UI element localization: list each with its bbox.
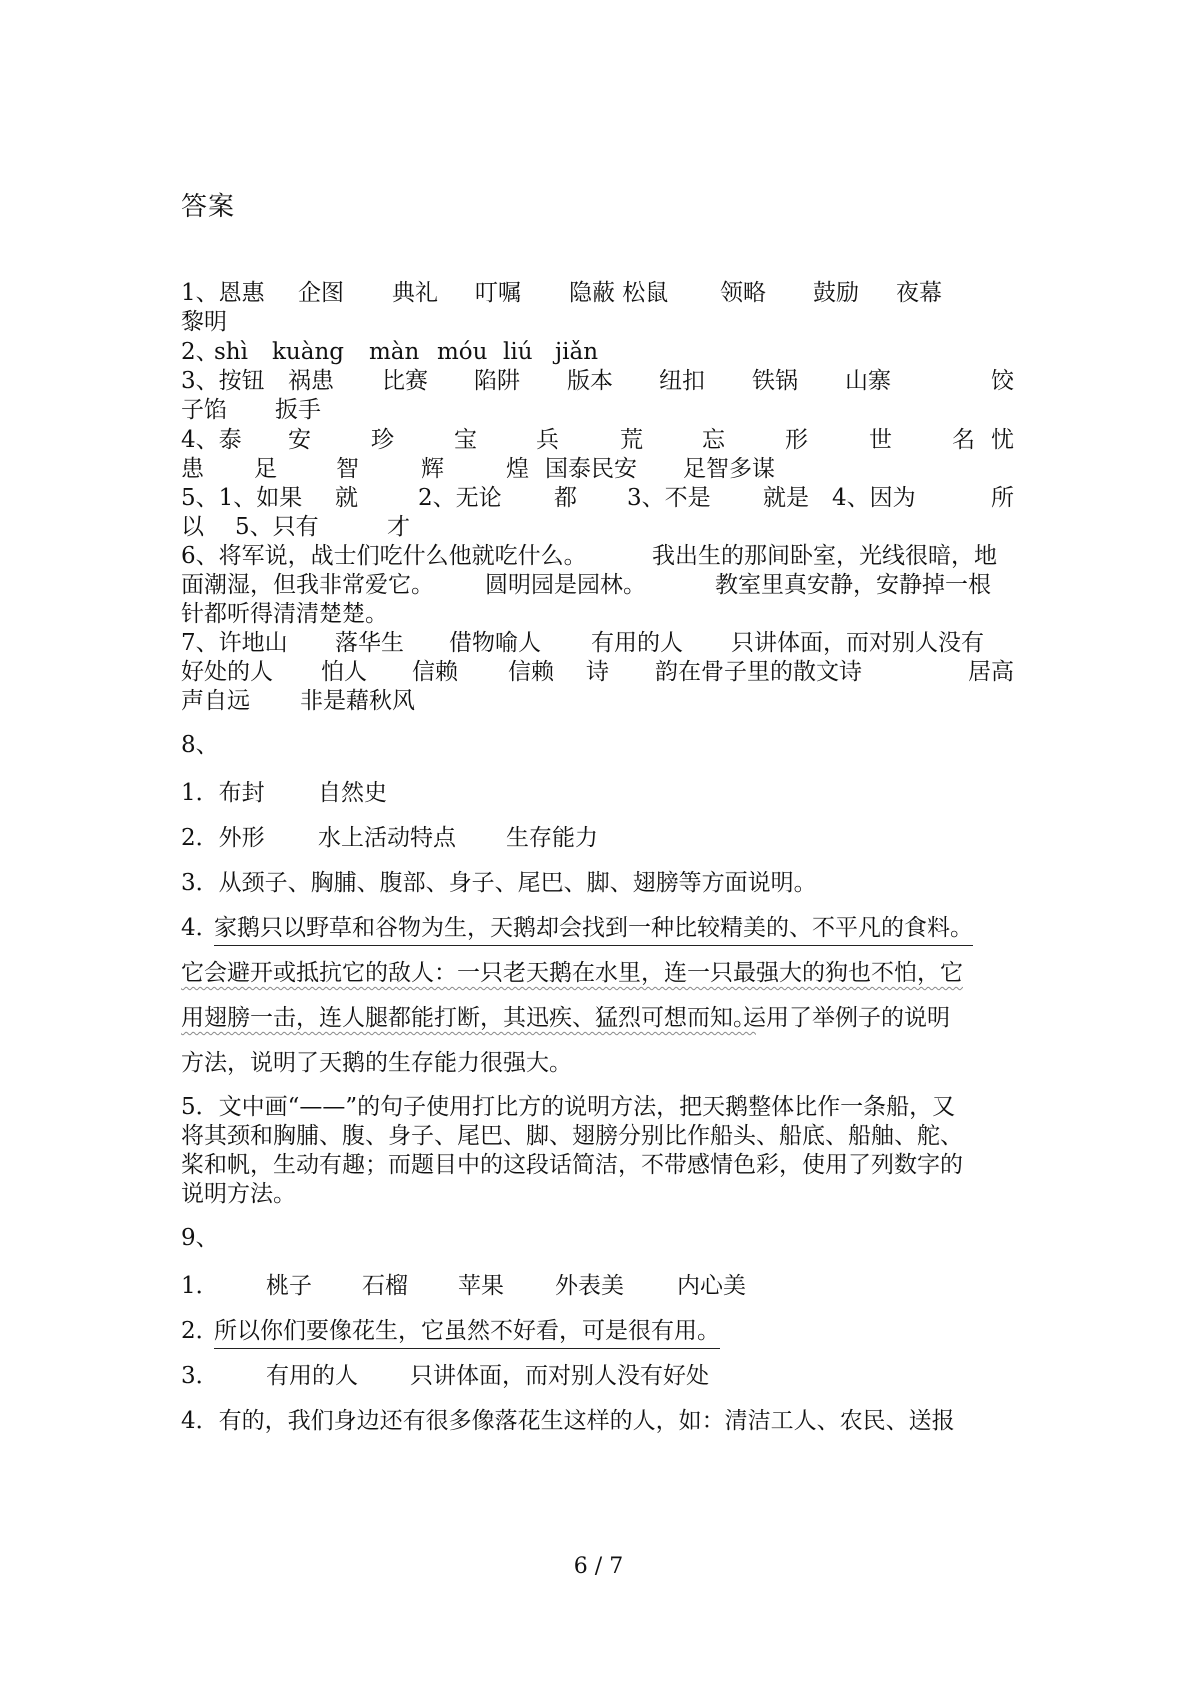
- answer-word: 都: [554, 485, 577, 511]
- answer-sentence: 圆明园是园林。: [485, 572, 646, 598]
- answer-char: 形: [785, 427, 808, 453]
- answer-text: 3．从颈子、胸脯、腹部、身子、尾巴、脚、翅膀等方面说明。: [181, 870, 817, 896]
- answer-word: 2、无论: [418, 485, 502, 511]
- answer-prefix: 2、: [181, 339, 219, 365]
- answer-sentence: 教室里真安静，安静掉一根: [715, 572, 991, 598]
- answer-idiom: 足智多谋: [683, 456, 775, 482]
- answer-label: 9、: [181, 1225, 219, 1251]
- answer-char: 忘: [702, 427, 725, 453]
- answer-char: 珍: [371, 427, 394, 453]
- underlined-sentence: 家鹅只以野草和谷物为生，天鹅却会找到一种比较精美的、不平凡的食料。: [214, 913, 973, 946]
- answer-word: 子馅: [181, 397, 227, 423]
- answer-word: 有用的人: [591, 630, 683, 656]
- answer-text: 苹果: [458, 1273, 504, 1299]
- underlined-sentence: 所以你们要像花生，它虽然不好看，可是很有用。: [214, 1316, 720, 1349]
- answer-text: 水上活动特点: [318, 825, 456, 851]
- answer-word: 好处的人: [181, 659, 273, 685]
- answer-word: 比赛: [382, 368, 428, 394]
- answer-char: 智: [336, 456, 359, 482]
- answer-char: 荒: [620, 427, 643, 453]
- answer-word: 诗: [586, 659, 609, 685]
- answer-word: 5、只有: [235, 514, 319, 540]
- wavy-underlined-sentence: 用翅膀一击，连人腿都能打断，其迅疾、猛烈可想而知。: [181, 1005, 756, 1031]
- answer-word: 5、1、如果: [181, 485, 303, 511]
- page-title: 答案: [181, 192, 236, 222]
- wavy-underlined-sentence: 它会避开或抵抗它的敌人：一只老天鹅在水里，连一只最强大的狗也不怕，它: [181, 960, 963, 986]
- answer-text: 内心美: [677, 1273, 746, 1299]
- answer-text: 将其颈和胸脯、腹、身子、尾巴、脚、翅膀分别比作船头、船底、船舳、舵、: [181, 1123, 963, 1149]
- answer-word: 所: [991, 485, 1014, 511]
- pinyin-item: móu: [437, 339, 488, 365]
- answer-word: 声自远: [181, 688, 250, 714]
- answer-word: 居高: [968, 659, 1014, 685]
- pinyin-item: liú: [503, 339, 533, 365]
- answer-text: 自然史: [318, 780, 387, 806]
- pinyin-item: shì: [214, 339, 248, 365]
- answer-text: 外表美: [555, 1273, 624, 1299]
- answer-word: 隐蔽 松鼠: [569, 280, 669, 306]
- answer-word: 4、因为: [832, 485, 916, 511]
- answer-word: 信赖: [508, 659, 554, 685]
- page-number: 6 / 7: [573, 1554, 624, 1579]
- answer-word: 3、不是: [627, 485, 711, 511]
- answer-text: 1．布封: [181, 780, 265, 806]
- answer-label: 8、: [181, 732, 219, 758]
- answer-word: 7、许地山: [181, 630, 288, 656]
- answer-text: 只讲体面，而对别人没有好处: [410, 1363, 709, 1389]
- answer-word: 夜幕: [896, 280, 942, 306]
- answer-word: 扳手: [275, 397, 321, 423]
- answer-word: 饺: [991, 368, 1014, 394]
- answer-prefix: 4．: [181, 915, 219, 941]
- answer-text: 4．有的，我们身边还有很多像落花生这样的人，如：清洁工人、农民、送报: [181, 1408, 955, 1434]
- answer-word: 只讲体面，而对别人没有: [731, 630, 984, 656]
- answer-char: 足: [254, 456, 277, 482]
- answer-word: 山寨: [845, 368, 891, 394]
- pinyin-item: kuàng: [272, 339, 344, 365]
- pinyin-item: jiǎn: [555, 339, 599, 365]
- answer-word: 借物喻人: [449, 630, 541, 656]
- answer-word: 3、按钮: [181, 368, 265, 394]
- answer-char: 名: [952, 427, 975, 453]
- pinyin-item: màn: [369, 339, 420, 365]
- answer-word: 版本: [567, 368, 613, 394]
- answer-prefix: 3．: [181, 1363, 219, 1389]
- answer-prefix: 1．: [181, 1273, 219, 1299]
- answer-word: 铁锅: [752, 368, 798, 394]
- answer-char: 兵: [536, 427, 559, 453]
- answer-word: 非是藉秋风: [300, 688, 415, 714]
- answer-sentence: 我出生的那间卧室，光线很暗，地: [652, 543, 997, 569]
- answer-word: 陷阱: [474, 368, 520, 394]
- answer-word: 以: [181, 514, 204, 540]
- answer-word: 祸患: [288, 368, 334, 394]
- answer-char: 患: [181, 456, 204, 482]
- answer-idiom: 国泰民安: [545, 456, 637, 482]
- answer-word: 落华生: [335, 630, 404, 656]
- answer-text: 桃子: [266, 1273, 312, 1299]
- answer-word: 典礼: [392, 280, 438, 306]
- answer-text: 运用了举例子的说明: [743, 1005, 950, 1031]
- answer-sentence: 针都听得清清楚楚。: [181, 601, 388, 627]
- answer-text: 方法，说明了天鹅的生存能力很强大。: [181, 1050, 572, 1076]
- answer-text: 生存能力: [506, 825, 598, 851]
- answer-char: 安: [288, 427, 311, 453]
- answer-word: 纽扣: [659, 368, 705, 394]
- document-page: [181, 0, 1016, 1684]
- answer-sentence: 面潮湿，但我非常爱它。: [181, 572, 434, 598]
- answer-word: 企图: [298, 280, 344, 306]
- answer-word: 就: [335, 485, 358, 511]
- answer-text: 5．文中画“——”的句子使用打比方的说明方法，把天鹅整体比作一条船，又: [181, 1094, 956, 1120]
- answer-word: 鼓励: [813, 280, 859, 306]
- answer-word: 领略: [720, 280, 766, 306]
- answer-prefix: 2．: [181, 1318, 219, 1344]
- answer-text: 2．外形: [181, 825, 265, 851]
- answer-text: 有用的人: [266, 1363, 358, 1389]
- answer-word: 黎明: [181, 309, 227, 335]
- answer-word: 才: [387, 514, 410, 540]
- answer-char: 宝: [454, 427, 477, 453]
- answer-text: 说明方法。: [181, 1181, 296, 1207]
- answer-text: 石榴: [362, 1273, 408, 1299]
- answer-char: 煌: [506, 456, 529, 482]
- answer-word: 怕人: [321, 659, 367, 685]
- answer-char: 辉: [421, 456, 444, 482]
- answer-sentence: 6、将军说，战士们吃什么他就吃什么。: [181, 543, 587, 569]
- answer-char: 世: [869, 427, 892, 453]
- answer-char: 忧: [991, 427, 1014, 453]
- answer-char: 4、泰: [181, 427, 242, 453]
- answer-word: 韵在骨子里的散文诗: [655, 659, 862, 685]
- answer-word: 就是: [763, 485, 809, 511]
- answer-word: 信赖: [412, 659, 458, 685]
- answer-word: 1、恩惠: [181, 280, 265, 306]
- answer-text: 桨和帆，生动有趣；而题目中的这段话简洁，不带感情色彩，使用了列数字的: [181, 1152, 963, 1178]
- answer-word: 叮嘱: [475, 280, 521, 306]
